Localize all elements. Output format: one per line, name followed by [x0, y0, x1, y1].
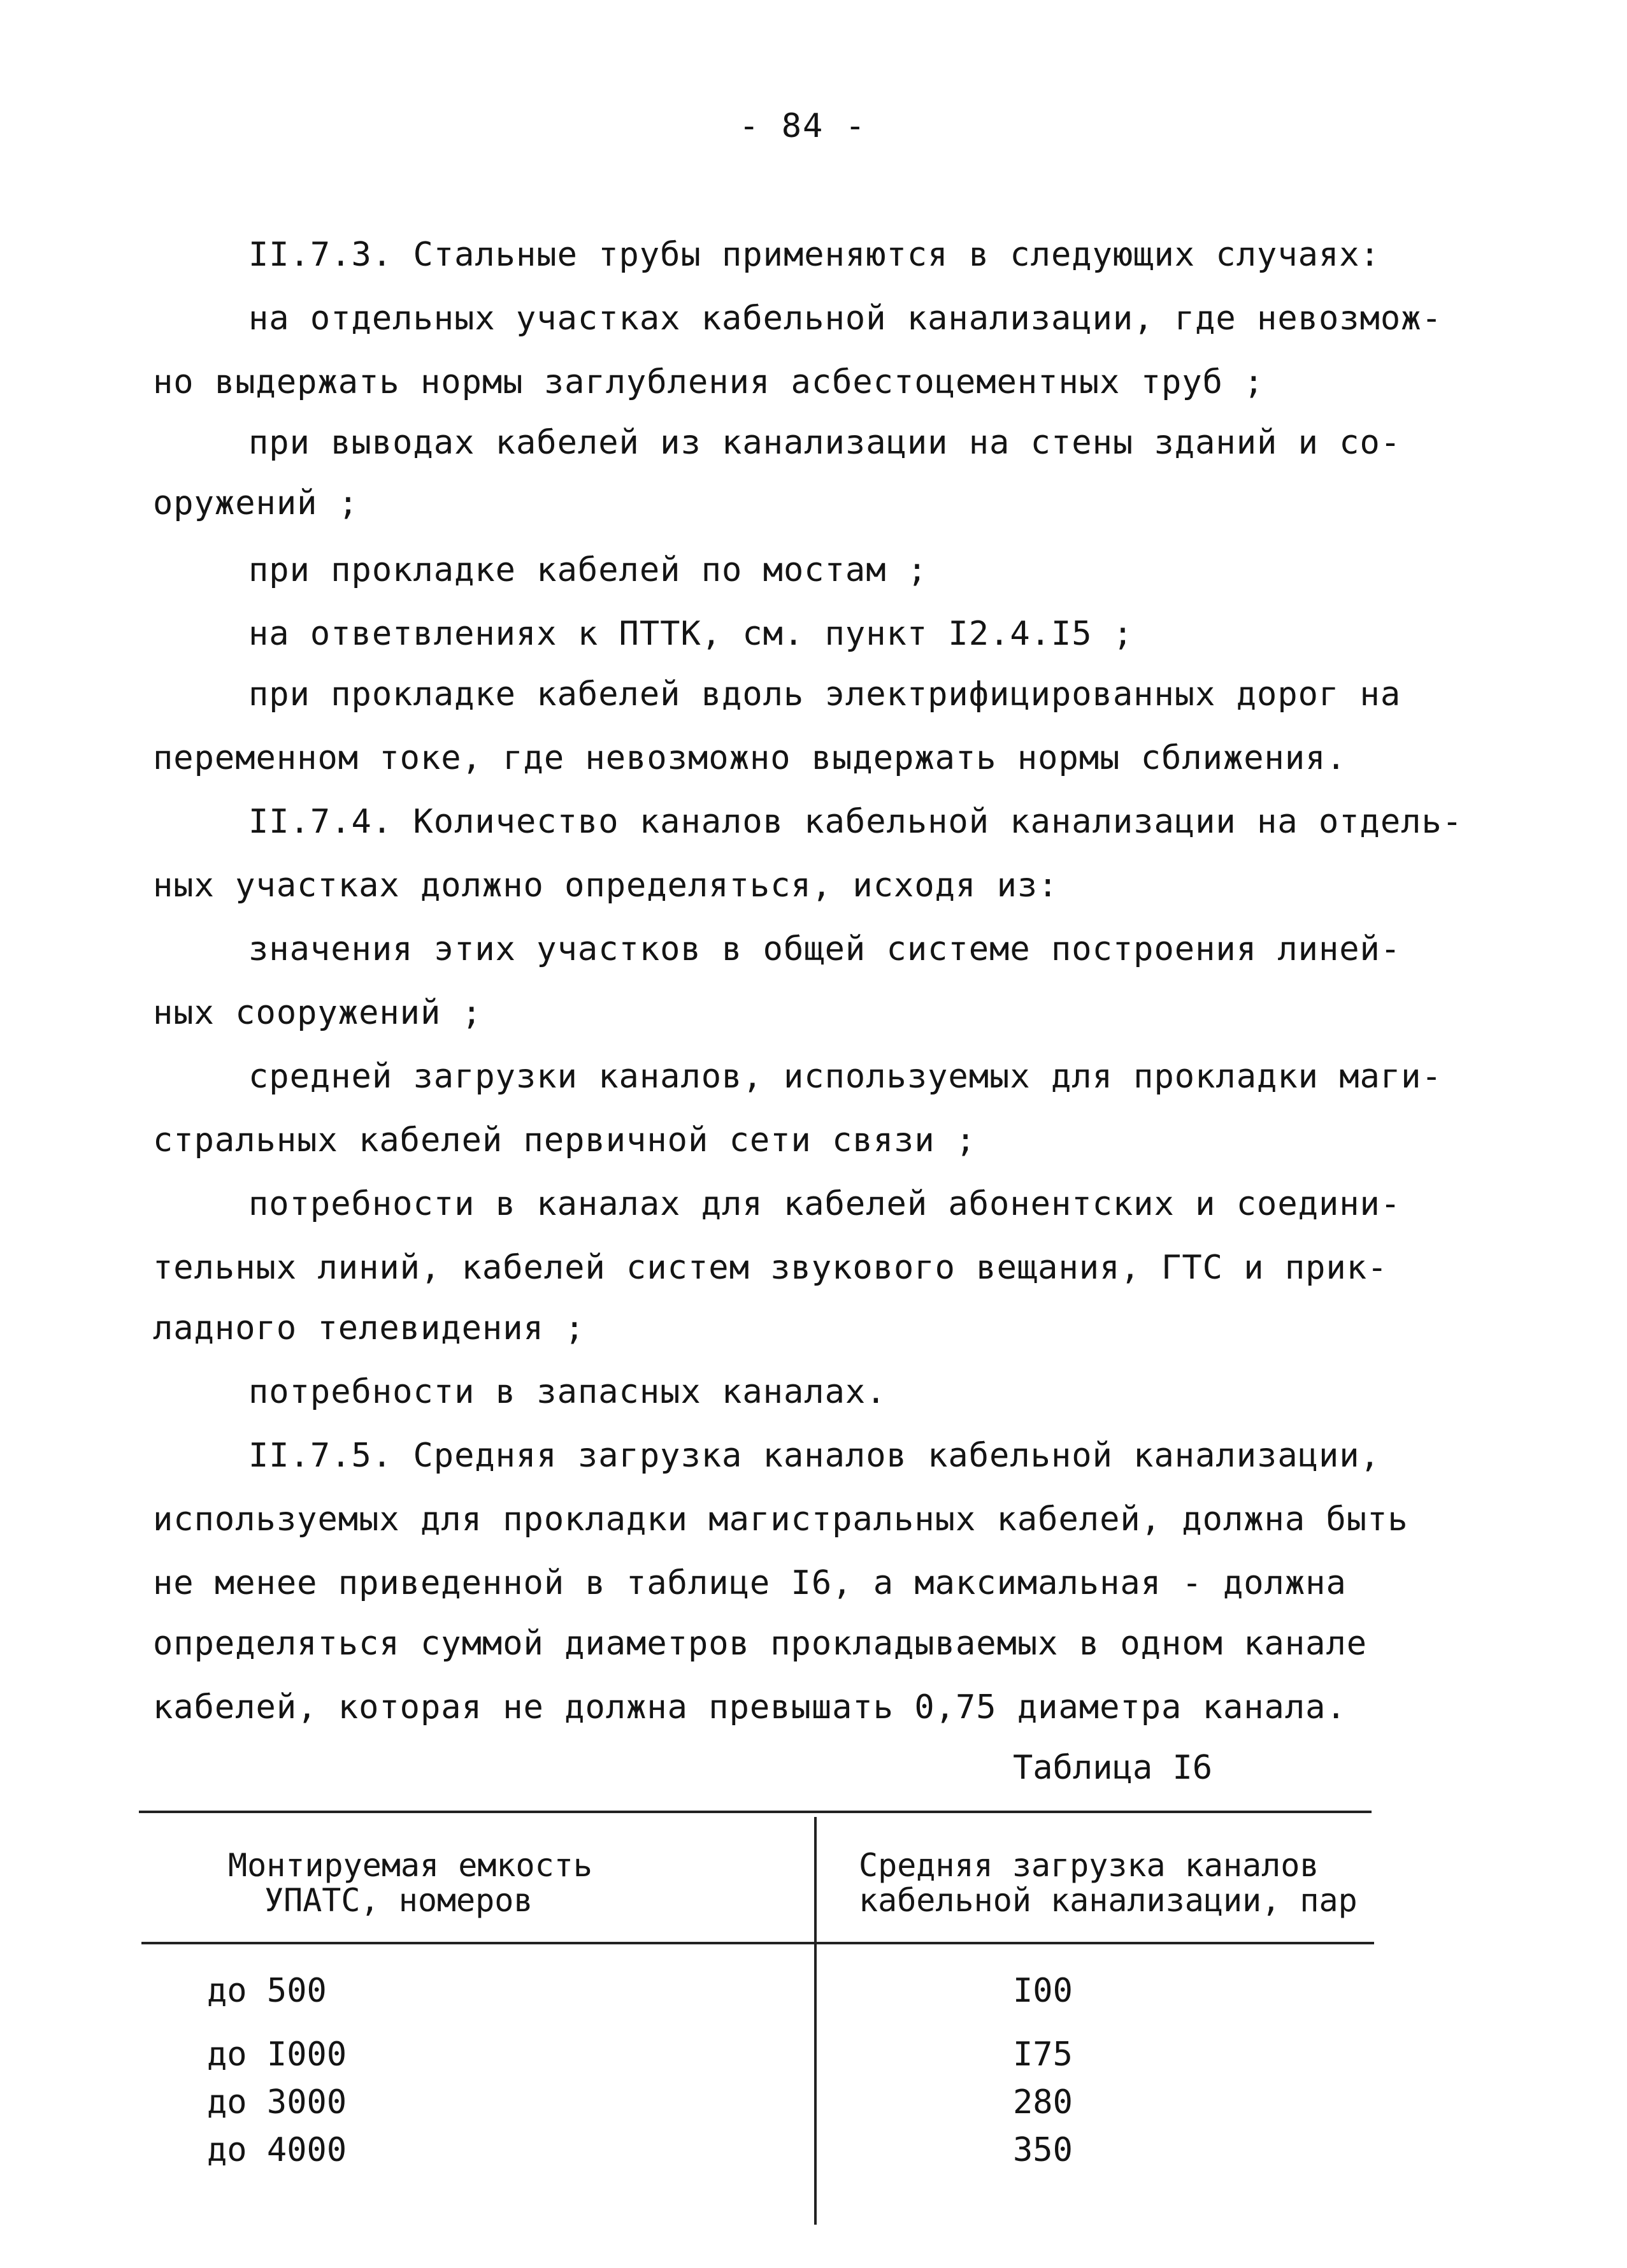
text-line: значения этих участков в общей системе построения линей-	[248, 930, 1401, 968]
text-line: при выводах кабелей из канализации на стены зданий и со-	[248, 424, 1401, 462]
capacity-cell: до 4000	[207, 2131, 347, 2169]
load-cell: I00	[1013, 1972, 1073, 2010]
text-line: средней загрузки каналов, используемых для прокладки маги-	[248, 1058, 1442, 1096]
table-caption: Таблица I6	[1013, 1749, 1213, 1787]
capacity-cell: до 500	[207, 1972, 327, 2010]
capacity-cell: до 3000	[207, 2083, 347, 2121]
text-line: на ответвлениях к ПТТК, см. пункт I2.4.I5 ;	[248, 615, 1134, 653]
text-line: ладного телевидения ;	[153, 1309, 585, 1347]
table-top-rule	[139, 1811, 1372, 1813]
text-line: II.7.4. Количество каналов кабельной канализации на отдель-	[248, 803, 1463, 841]
table-header-rule	[141, 1942, 1374, 1944]
text-line: определяться суммой диаметров прокладываемых в одном канале	[153, 1625, 1368, 1663]
page-number: - 84 -	[739, 107, 866, 145]
text-line: используемых для прокладки магистральных кабелей, должна быть	[153, 1500, 1408, 1539]
text-line: II.7.3. Стальные трубы применяются в следующих случаях:	[248, 236, 1380, 274]
header-right-line: кабельной канализации, пар	[859, 1882, 1358, 1919]
text-line: ных участках должно определяться, исходя из:	[153, 866, 1059, 905]
header-left-line: УПАТС, номеров	[264, 1882, 533, 1919]
text-line: кабелей, которая не должна превышать 0,75 диаметра канала.	[153, 1688, 1347, 1726]
text-line: оружений ;	[153, 484, 359, 522]
text-line: II.7.5. Средняя загрузка каналов кабельной канализации,	[248, 1437, 1380, 1475]
text-line: потребности в каналах для кабелей абонентских и соедини-	[248, 1185, 1401, 1223]
text-line: переменном токе, где невозможно выдержать нормы сближения.	[153, 739, 1347, 777]
text-line: но выдержать нормы заглубления асбестоцементных труб ;	[153, 363, 1265, 401]
text-line: ных сооружений ;	[153, 994, 482, 1032]
text-line: потребности в запасных каналах.	[248, 1373, 887, 1411]
load-cell: 350	[1013, 2131, 1073, 2169]
header-right-line: Средняя загрузка каналов	[859, 1847, 1319, 1884]
text-line: при прокладке кабелей вдоль электрифицированных дорог на	[248, 675, 1401, 714]
load-cell: I75	[1013, 2035, 1073, 2074]
text-line: стральных кабелей первичной сети связи ;	[153, 1121, 977, 1159]
text-line: не менее приведенной в таблице I6, а максимальная - должна	[153, 1564, 1347, 1602]
load-cell: 280	[1013, 2083, 1073, 2121]
table-column-divider	[814, 1817, 817, 2225]
text-line: при прокладке кабелей по мостам ;	[248, 551, 928, 589]
text-line: на отдельных участках кабельной канализации, где невозмож-	[248, 299, 1442, 338]
capacity-cell: до I000	[207, 2035, 347, 2074]
text-line: тельных линий, кабелей систем звукового вещания, ГТС и прик-	[153, 1249, 1388, 1287]
header-left-line: Монтируемая емкость	[228, 1847, 592, 1884]
